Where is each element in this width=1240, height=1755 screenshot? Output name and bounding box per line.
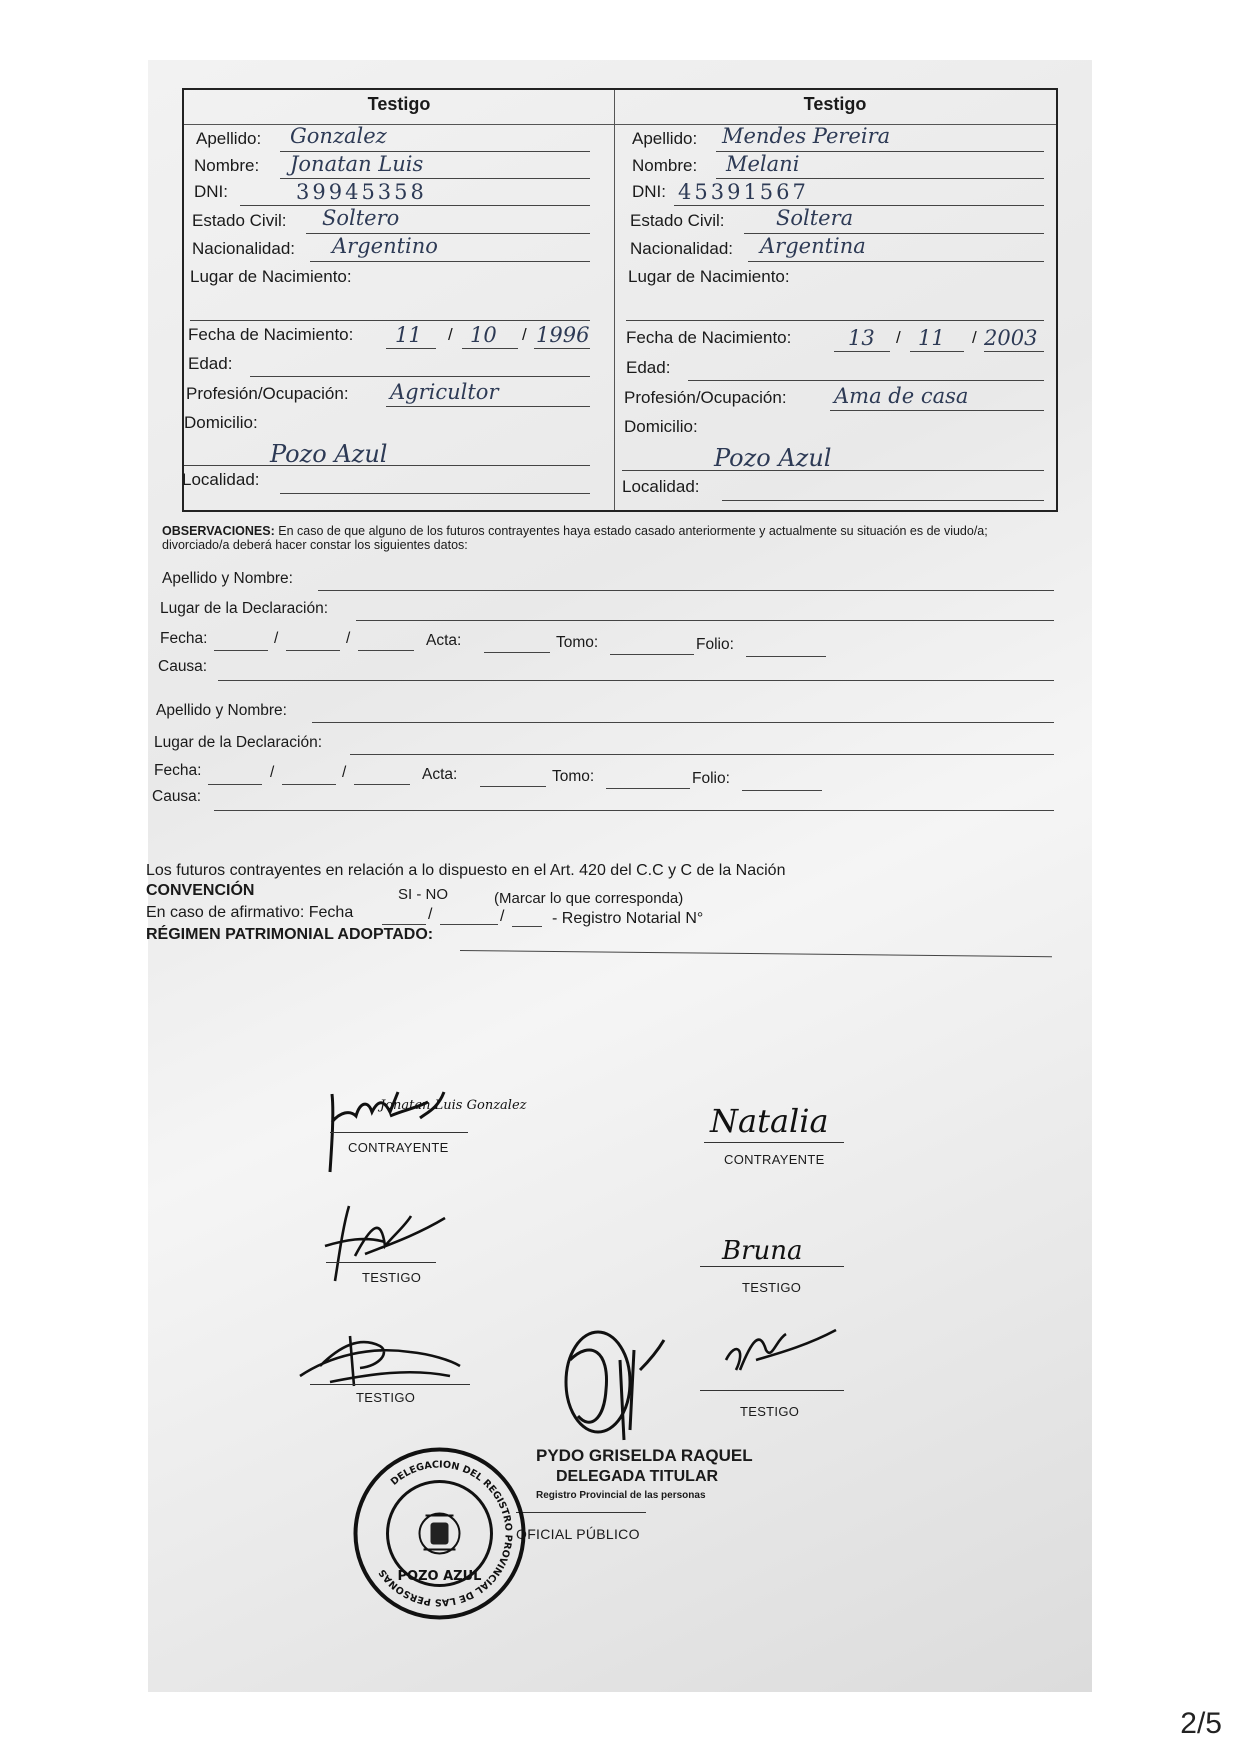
dni-value: 39945358: [296, 180, 427, 204]
causa-label: Causa:: [152, 788, 202, 805]
folio-line: [746, 656, 826, 657]
fecha-label: Fecha:: [154, 762, 202, 779]
testigo-3-role: TESTIGO: [356, 1390, 416, 1405]
dni-label: DNI:: [194, 182, 228, 201]
convencion-intro: Los futuros contrayentes en relación a lo dispuesto en el Art. 420 del C.C y C de la Nación: [146, 862, 786, 879]
fecha-anio-line: [358, 650, 414, 651]
contrayente-1-signature: Jonatan Luis Gonzalez: [380, 1098, 527, 1113]
causa-line: [214, 810, 1054, 811]
localidad-line: [722, 500, 1044, 501]
contrayente-2-role: CONTRAYENTE: [724, 1152, 825, 1167]
folio-line: [742, 790, 822, 791]
nombre-value: Melani: [726, 152, 800, 176]
nombre-line: [716, 178, 1044, 179]
fecha-sep: /: [342, 764, 347, 781]
contrayente-1-role: CONTRAYENTE: [348, 1140, 449, 1155]
oficial-office: Registro Provincial de las personas: [536, 1490, 706, 1501]
afirmativo-label: En caso de afirmativo: Fecha: [146, 904, 354, 921]
apellido-label: Apellido:: [632, 129, 698, 148]
edad-line: [688, 380, 1044, 381]
convencion-fecha-sep: /: [500, 908, 505, 925]
localidad-label: Localidad:: [182, 470, 260, 489]
fecha-dia-value: 11: [395, 323, 422, 347]
folio-label: Folio:: [696, 636, 734, 653]
tomo-line: [606, 788, 690, 789]
estado-civil-label: Estado Civil:: [192, 211, 287, 230]
dni-label: DNI:: [632, 182, 666, 201]
domicilio-value: Pozo Azul: [270, 440, 388, 468]
contrayente-2-line: [704, 1142, 844, 1143]
witness-1-header: Testigo: [367, 94, 431, 114]
profesion-label: Profesión/Ocupación:: [624, 388, 787, 407]
edad-line: [250, 376, 590, 377]
fecha-sep: /: [274, 630, 279, 647]
convencion-label: CONVENCIÓN: [146, 882, 255, 899]
convencion-fecha-anio-line: [512, 926, 542, 927]
convencion-instruction: (Marcar lo que corresponda): [494, 890, 684, 907]
domicilio-line: [622, 470, 1044, 471]
testigo-2-signature: Bruna: [722, 1236, 803, 1266]
lugar-nacimiento-line: [190, 320, 590, 321]
fecha-nacimiento-label: Fecha de Nacimiento:: [188, 325, 354, 344]
domicilio-value: Pozo Azul: [714, 444, 832, 472]
fecha-anio-line: [354, 784, 410, 785]
localidad-line: [280, 493, 590, 494]
lugar-nacimiento-line: [626, 320, 1044, 321]
profesion-value: Ama de casa: [834, 384, 969, 408]
fecha-dia-line: [386, 348, 436, 349]
fecha-dia-value: 13: [848, 326, 875, 350]
fecha-anio-value: 1996: [536, 323, 590, 347]
fecha-mes-line: [910, 351, 964, 352]
testigo-1-role: TESTIGO: [362, 1270, 422, 1285]
fecha-mes-line: [282, 784, 336, 785]
lugar-declaracion-line: [350, 754, 1054, 755]
testigo-4-line: [700, 1390, 844, 1391]
observaciones-note: [162, 524, 1052, 552]
tomo-line: [610, 654, 694, 655]
contrayente-2-signature: Natalia: [710, 1102, 829, 1140]
testigo-4-role: TESTIGO: [740, 1404, 800, 1419]
acta-label: Acta:: [422, 766, 458, 783]
convencion-options: SI - NO: [398, 886, 449, 903]
fecha-sep: /: [270, 764, 275, 781]
edad-label: Edad:: [626, 358, 671, 377]
fecha-anio-line: [984, 351, 1044, 352]
page-number: 2/5: [1180, 1707, 1222, 1740]
nombre-label: Nombre:: [632, 156, 698, 175]
lugar-declaracion-label: Lugar de la Declaración:: [160, 600, 329, 617]
testigo-4-signature: [716, 1320, 846, 1390]
apellido-value: Gonzalez: [290, 124, 387, 148]
fecha-label: Fecha:: [160, 630, 208, 647]
oficial-role: OFICIAL PÚBLICO: [516, 1526, 640, 1542]
fecha-mes-value: 11: [918, 326, 945, 350]
fecha-sep-2: /: [522, 325, 527, 344]
tomo-label: Tomo:: [556, 634, 599, 651]
domicilio-label: Domicilio:: [184, 413, 258, 432]
profesion-line: [830, 410, 1044, 411]
lugar-declaracion-line: [356, 620, 1054, 621]
nacionalidad-line: [310, 261, 590, 262]
acta-label: Acta:: [426, 632, 462, 649]
oficial-line: [516, 1512, 646, 1513]
seal-bottom-text: POZO AZUL: [397, 1569, 482, 1584]
apellido-nombre-label: Apellido y Nombre:: [156, 702, 287, 719]
fecha-anio-line: [534, 348, 590, 349]
fecha-mes-value: 10: [470, 323, 497, 347]
testigo-2-line: [700, 1266, 844, 1267]
testigo-2-role: TESTIGO: [742, 1280, 802, 1295]
acta-line: [484, 652, 550, 653]
edad-label: Edad:: [188, 354, 233, 373]
profesion-label: Profesión/Ocupación:: [186, 384, 349, 403]
nacionalidad-line: [748, 261, 1044, 262]
estado-civil-value: Soltera: [776, 206, 854, 230]
dni-line: [240, 205, 590, 206]
oficial-title: DELEGADA TITULAR: [556, 1468, 719, 1485]
fecha-dia-line: [208, 784, 262, 785]
nacionalidad-value: Argentino: [332, 234, 438, 258]
witness-divider: [614, 90, 615, 510]
dni-value: 45391567: [678, 180, 809, 204]
convencion-fecha-mes-line: [440, 924, 498, 925]
dni-line: [674, 205, 1044, 206]
oficial-signature: [530, 1320, 680, 1460]
fecha-sep-1: /: [896, 328, 901, 347]
fecha-dia-line: [834, 351, 890, 352]
regimen-label: RÉGIMEN PATRIMONIAL ADOPTADO:: [146, 926, 434, 943]
testigo-1-line: [326, 1262, 436, 1263]
tomo-label: Tomo:: [552, 768, 595, 785]
fecha-anio-value: 2003: [984, 326, 1038, 350]
fecha-sep-1: /: [448, 325, 453, 344]
nacionalidad-label: Nacionalidad:: [192, 239, 296, 258]
apellido-value: Mendes Pereira: [722, 124, 891, 148]
nombre-line: [280, 178, 590, 179]
lugar-nacimiento-label: Lugar de Nacimiento:: [190, 267, 352, 286]
registro-notarial-label: - Registro Notarial N°: [552, 910, 704, 927]
fecha-dia-line: [214, 650, 268, 651]
observaciones-text: En caso de que alguno de los futuros contrayentes haya estado casado anteriormente y actualmente su situación es de viudo/a; divorciado/a deberá hacer constar los siguientes datos:: [162, 524, 988, 552]
convencion-fecha-dia-line: [382, 924, 426, 925]
observaciones-title: OBSERVACIONES:: [162, 524, 275, 538]
domicilio-label: Domicilio:: [624, 417, 698, 436]
testigo-3-line: [310, 1384, 470, 1385]
lugar-declaracion-label: Lugar de la Declaración:: [154, 734, 323, 751]
witness-2-header: Testigo: [803, 94, 867, 114]
nombre-value: Jonatan Luis: [290, 152, 424, 176]
nombre-label: Nombre:: [194, 156, 260, 175]
nacionalidad-label: Nacionalidad:: [630, 239, 734, 258]
fecha-mes-line: [286, 650, 340, 651]
contrayente-1-line: [330, 1132, 468, 1133]
apellido-nombre-label: Apellido y Nombre:: [162, 570, 293, 587]
official-seal: [352, 1446, 527, 1621]
oficial-name: PYDO GRISELDA RAQUEL: [536, 1446, 753, 1465]
profesion-value: Agricultor: [390, 380, 499, 404]
fecha-sep: /: [346, 630, 351, 647]
acta-line: [480, 786, 546, 787]
fecha-sep-2: /: [972, 328, 977, 347]
apellido-nombre-line: [312, 722, 1054, 723]
nacionalidad-value: Argentina: [760, 234, 866, 258]
apellido-label: Apellido:: [196, 129, 262, 148]
seal-ring-text: DELEGACION DEL REGISTRO PROVINCIAL DE LAS PERSONAS: [376, 1459, 514, 1608]
estado-civil-label: Estado Civil:: [630, 211, 725, 230]
apellido-nombre-line: [318, 590, 1054, 591]
localidad-label: Localidad:: [622, 477, 700, 496]
causa-line: [218, 680, 1054, 681]
fecha-mes-line: [462, 348, 518, 349]
profesion-line: [386, 406, 590, 407]
estado-civil-value: Soltero: [322, 206, 400, 230]
lugar-nacimiento-label: Lugar de Nacimiento:: [628, 267, 790, 286]
causa-label: Causa:: [158, 658, 208, 675]
convencion-fecha-sep: /: [428, 906, 433, 923]
folio-label: Folio:: [692, 770, 730, 787]
fecha-nacimiento-label: Fecha de Nacimiento:: [626, 328, 792, 347]
